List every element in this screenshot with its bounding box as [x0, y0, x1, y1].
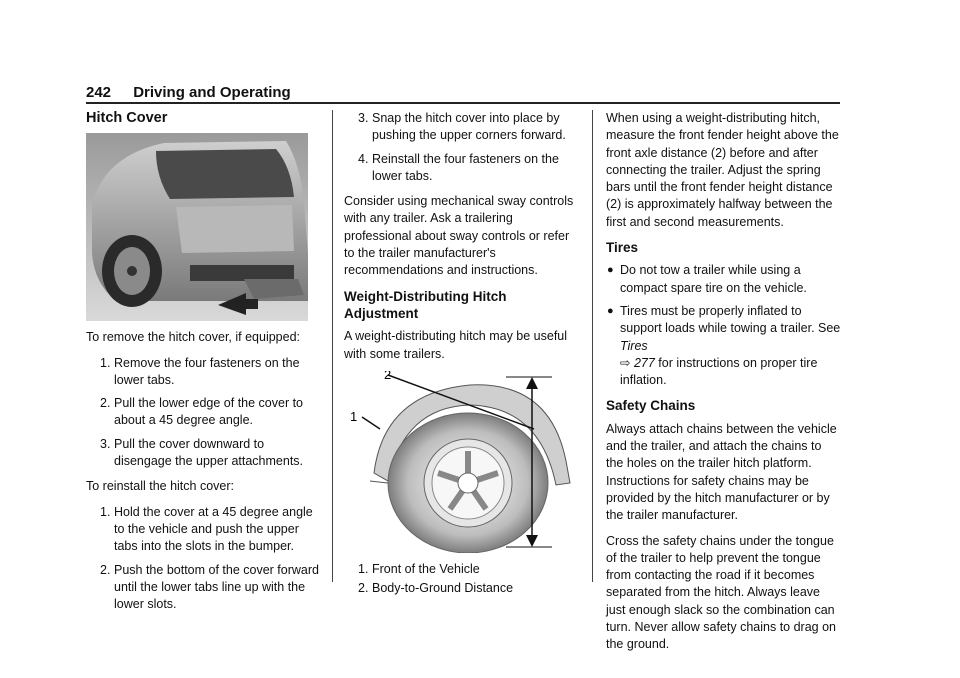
list-item [344, 151, 579, 186]
step-text: Remove the four fasteners on the lower tabs. [114, 355, 300, 387]
section-title: Driving and Operating [133, 84, 291, 101]
step-number: 3. [358, 111, 369, 125]
step-text: Pull the cover downward to disengage the upper attachments. [114, 436, 304, 469]
bullet-icon: ● [607, 264, 614, 277]
page-ref-link[interactable]: 277 [633, 355, 655, 370]
fender-height-diagram [344, 371, 576, 553]
legend-item [344, 561, 579, 578]
page-ref-icon: ⇨ [620, 355, 631, 370]
column-divider [332, 110, 333, 582]
step-text: Snap the hitch cover into place by pushing the upper corners forward. [372, 111, 566, 143]
bullet-text-end: for instructions on proper tire inflation. [620, 355, 818, 388]
wd-paragraph: A weight-distributing hitch may be useful with some trailers. [344, 329, 568, 361]
legend-number: 2. [358, 581, 369, 596]
header-rule [86, 102, 840, 104]
column-divider [592, 110, 593, 582]
list-item [86, 436, 321, 471]
column-2 [344, 110, 579, 605]
list-item [344, 110, 579, 145]
step-number: 2. [100, 562, 111, 577]
step-text: Hold the cover at a 45 degree angle to the vehicle and push the upper tabs into the slots in the bumper. [114, 504, 313, 554]
list-item [86, 562, 321, 614]
step-number: 4. [358, 151, 369, 166]
page-number: 242 [86, 84, 112, 101]
safety-chains-title: Safety Chains [606, 398, 696, 414]
diagram-label-2: 2 [384, 370, 392, 382]
step-number: 1. [100, 504, 111, 519]
sway-paragraph: Consider using mechanical sway controls with any trailer. Ask a trailering professional about sway controls or refer to the trailer manufacturer's recommendations and instructions. [344, 194, 574, 278]
column-1 [86, 110, 321, 621]
bullet-text: Do not tow a trailer while using a compact spare tire on the vehicle. [620, 263, 807, 295]
step-text: Push the bottom of the cover forward until the lower tabs line up with the lower slots. [114, 562, 319, 612]
list-item [86, 395, 321, 430]
diagram-label-1: 1 [350, 408, 358, 424]
tires-link[interactable]: Tires [620, 338, 648, 353]
list-item [606, 303, 841, 389]
column-3 [606, 110, 841, 662]
step-number: 3. [100, 436, 111, 451]
list-item [86, 504, 321, 556]
legend-number: 1. [358, 561, 369, 576]
wd-hitch-title: Weight-Distributing Hitch Adjustment [344, 288, 507, 321]
hitch-cover-illustration [86, 133, 308, 321]
hitch-cover-title: Hitch Cover [86, 110, 168, 126]
legend-text: Front of the Vehicle [372, 561, 480, 576]
wd-paragraph-2: When using a weight-distributing hitch, measure the front fender height above the front axle distance (2) before and after connecting the trailer. Adjust the spring bars until the front fender height distance (2) is approximately halfway between the first and second measurements. [606, 111, 839, 229]
step-text: Pull the lower edge of the cover to about a 45 degree angle. [114, 396, 304, 428]
bullet-text: Tires must be properly inflated to support loads while towing a trailer. See [620, 303, 841, 336]
reinstall-intro: To reinstall the hitch cover: [86, 479, 234, 494]
legend-item [344, 580, 579, 597]
tires-title: Tires [606, 240, 639, 256]
safety-paragraph-1: Always attach chains between the vehicle and the trailer, and attach the chains to the holes on the trailer hitch platform. Instructions for safety chains may be provided by the hitch manufacturer or by the trailer manufacturer. [606, 421, 837, 523]
remove-intro: To remove the hitch cover, if equipped: [86, 330, 301, 345]
safety-paragraph-2: Cross the safety chains under the tongue of the trailer to help prevent the tongue from contacting the road if it becomes separated from the hitch. Always leave just enough slack so the combination can turn. Never allow safety chains to drag on the ground. [606, 533, 836, 652]
step-text: Reinstall the four fasteners on the lower tabs. [372, 151, 559, 183]
step-number: 2. [100, 396, 111, 411]
step-number: 1. [100, 355, 111, 370]
page-header [86, 84, 291, 101]
bullet-icon: ● [607, 304, 614, 317]
list-item [86, 355, 321, 390]
legend-text: Body-to-Ground Distance [372, 581, 514, 596]
list-item [606, 262, 841, 297]
